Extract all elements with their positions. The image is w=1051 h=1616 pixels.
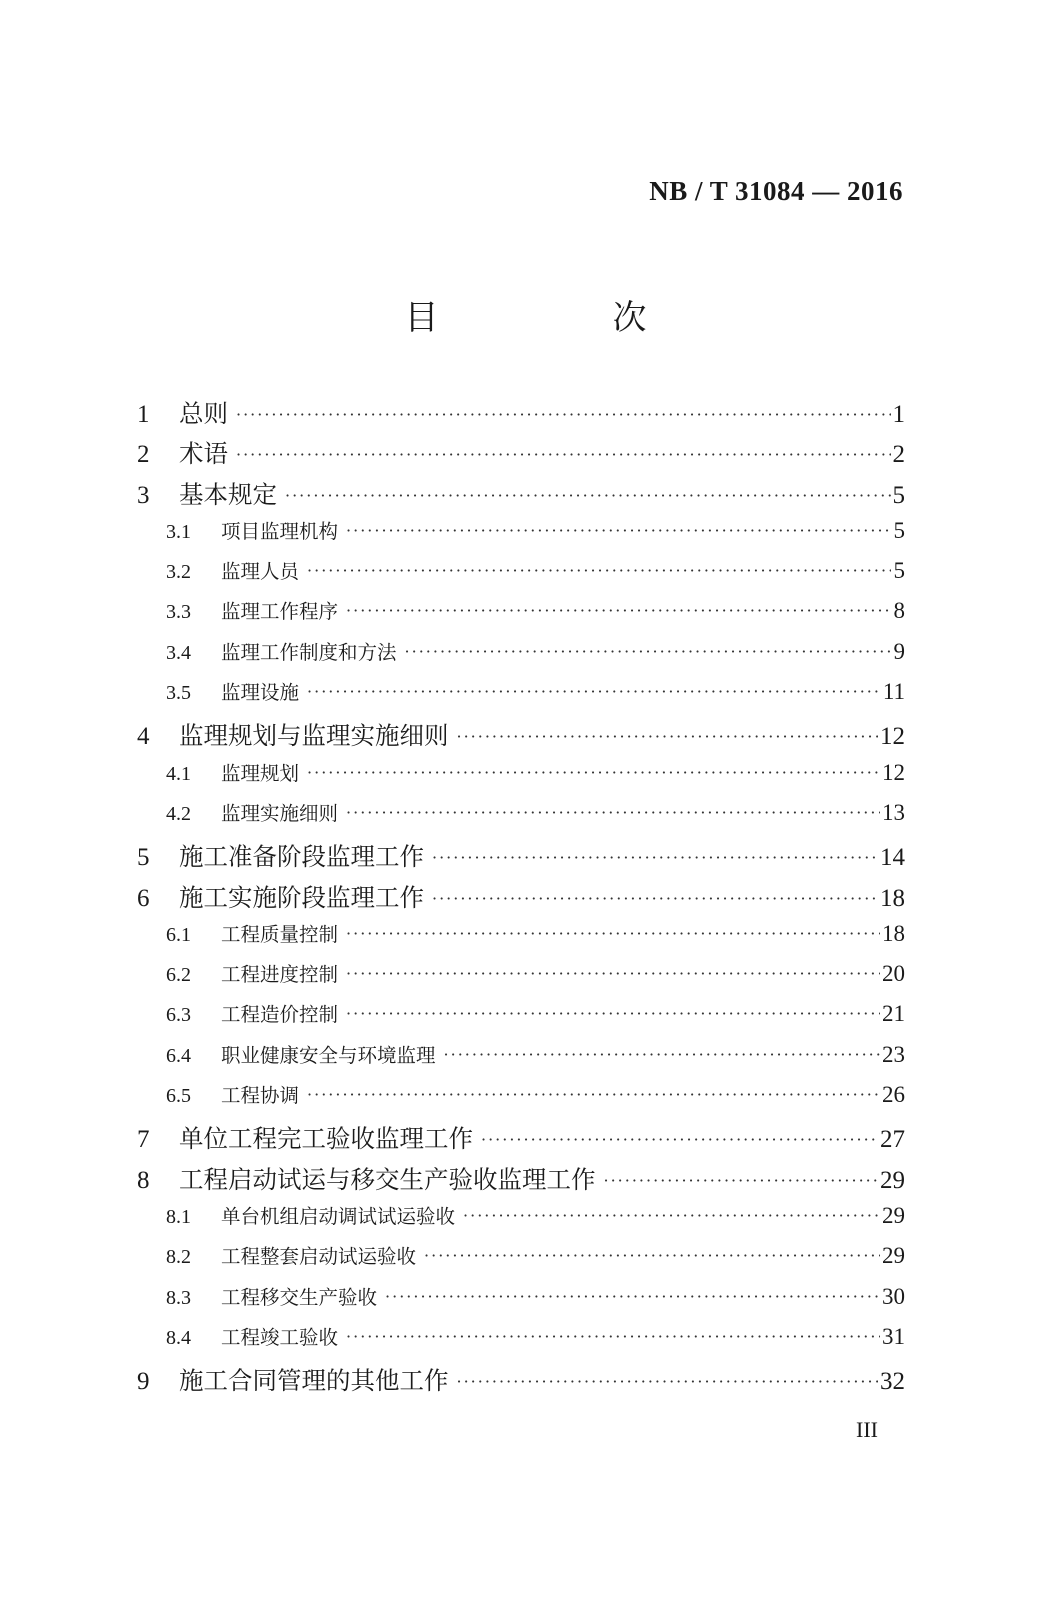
- dot-leader: [444, 1045, 880, 1064]
- toc-title: 目 次: [404, 298, 717, 338]
- dot-leader: [424, 1246, 880, 1265]
- toc-entry-number: 6: [137, 884, 150, 912]
- toc-entry: [137, 1161, 905, 1201]
- toc-entry-label: 总则: [179, 399, 228, 428]
- toc-entry-label: 工程造价控制: [221, 1003, 339, 1027]
- toc-entry-page: 8: [893, 598, 905, 624]
- toc-entry-page: 27: [880, 1126, 905, 1154]
- dot-leader: [236, 445, 891, 464]
- toc-entry-page: 5: [893, 558, 905, 584]
- toc-entry-label: 施工准备阶段监理工作: [179, 842, 424, 872]
- dot-leader: [405, 642, 891, 661]
- toc-entry-number: 4.1: [166, 762, 191, 785]
- toc-entry-label: 工程移交生产验收: [221, 1285, 378, 1309]
- toc-entry: [137, 1120, 905, 1160]
- toc-entry: [137, 798, 905, 838]
- toc-entry: [137, 1282, 905, 1322]
- toc-entry-number: 6.1: [166, 923, 191, 946]
- toc-entry: [137, 919, 905, 959]
- toc-entry-label: 监理规划与监理实施细则: [179, 721, 449, 751]
- toc-entry-number: 8.4: [166, 1326, 191, 1349]
- dot-leader: [285, 486, 891, 505]
- dot-leader: [346, 601, 891, 620]
- toc-entry: [137, 435, 905, 475]
- toc-entry-label: 施工合同管理的其他工作: [179, 1366, 449, 1396]
- toc-entry: [137, 999, 905, 1039]
- dot-leader: [604, 1171, 879, 1190]
- toc-entry-page: 21: [882, 1001, 905, 1027]
- toc-entry-label: 基本规定: [179, 479, 277, 509]
- toc-entry-label: 监理工作制度和方法: [221, 640, 397, 664]
- toc-entry-page: 29: [882, 1202, 905, 1228]
- toc-entry-number: 3.5: [166, 682, 191, 705]
- toc-entry: [137, 1040, 905, 1080]
- toc-entry-number: 6.5: [166, 1085, 191, 1108]
- toc-entry-page: 30: [882, 1283, 905, 1309]
- table-of-contents: [137, 395, 905, 1402]
- toc-entry-page: 5: [893, 517, 905, 543]
- toc-entry-page: 1: [892, 401, 905, 428]
- toc-entry-number: 1: [137, 401, 150, 428]
- toc-entry-page: 31: [882, 1323, 905, 1349]
- toc-entry-number: 4: [137, 723, 150, 751]
- dot-leader: [346, 1004, 880, 1023]
- toc-entry-number: 3.4: [166, 641, 191, 664]
- dot-leader: [236, 405, 891, 424]
- toc-entry-label: 项目监理机构: [221, 519, 339, 543]
- toc-entry: [137, 596, 905, 636]
- toc-entry-number: 6.3: [166, 1004, 191, 1027]
- toc-entry: [137, 395, 905, 435]
- dot-leader: [481, 1130, 878, 1149]
- dot-leader: [463, 1206, 880, 1225]
- toc-entry-page: 14: [880, 844, 905, 872]
- toc-entry-page: 12: [880, 723, 905, 751]
- toc-entry: [137, 637, 905, 677]
- toc-entry-label: 工程启动试运与移交生产验收监理工作: [179, 1164, 596, 1194]
- toc-entry-label: 工程竣工验收: [221, 1325, 339, 1349]
- toc-entry-label: 监理工作程序: [221, 600, 339, 624]
- toc-entry: [137, 476, 905, 516]
- toc-entry-label: 监理人员: [221, 560, 300, 584]
- standard-code: NB / T 31084 — 2016: [649, 176, 903, 206]
- toc-entry-number: 3.1: [166, 520, 191, 543]
- toc-entry-page: 20: [882, 961, 905, 987]
- toc-entry-page: 5: [892, 481, 905, 509]
- toc-entry-page: 18: [880, 884, 905, 912]
- dot-leader: [307, 763, 880, 782]
- page-folio: III: [856, 1417, 878, 1442]
- dot-leader: [346, 964, 880, 983]
- dot-leader: [346, 521, 891, 540]
- toc-entry: [137, 677, 905, 717]
- toc-entry: [137, 959, 905, 999]
- toc-entry-number: 3.2: [166, 561, 191, 584]
- toc-entry: [137, 1362, 905, 1402]
- toc-entry-number: 3: [137, 481, 150, 509]
- toc-entry-page: 12: [882, 759, 905, 785]
- toc-entry-page: 11: [882, 679, 905, 705]
- toc-entry-label: 职业健康安全与环境监理: [221, 1043, 436, 1067]
- dot-leader: [346, 924, 880, 943]
- toc-entry-number: 8.1: [166, 1205, 191, 1228]
- toc-entry: [137, 838, 905, 878]
- toc-entry-page: 32: [880, 1368, 905, 1396]
- dot-leader: [385, 1287, 880, 1306]
- toc-entry-label: 单台机组启动调试试运验收: [221, 1204, 456, 1228]
- toc-entry-number: 3.3: [166, 601, 191, 624]
- toc-entry-number: 6.4: [166, 1044, 191, 1067]
- toc-entry-number: 9: [137, 1368, 150, 1396]
- dot-leader: [346, 803, 880, 822]
- dot-leader: [307, 682, 881, 701]
- toc-entry-label: 工程进度控制: [221, 963, 339, 987]
- toc-entry: [137, 879, 905, 919]
- toc-entry-label: 工程协调: [221, 1084, 300, 1108]
- toc-entry-label: 监理规划: [221, 761, 300, 785]
- toc-entry-label: 监理设施: [221, 681, 300, 705]
- toc-entry-number: 2: [137, 441, 150, 469]
- dot-leader: [307, 1085, 880, 1104]
- toc-entry: [137, 1201, 905, 1241]
- toc-entry-number: 7: [137, 1126, 150, 1154]
- toc-entry-page: 2: [892, 441, 905, 469]
- toc-entry-number: 5: [137, 844, 150, 872]
- toc-entry-page: 29: [880, 1166, 905, 1194]
- toc-entry-page: 23: [882, 1041, 905, 1067]
- toc-entry-number: 8.3: [166, 1286, 191, 1309]
- toc-entry: [137, 1241, 905, 1281]
- dot-leader: [457, 727, 879, 746]
- toc-entry-label: 工程质量控制: [221, 922, 339, 946]
- toc-entry-page: 9: [893, 638, 905, 664]
- toc-entry-page: 18: [882, 920, 905, 946]
- toc-entry-page: 13: [882, 799, 905, 825]
- toc-entry-number: 8.2: [166, 1246, 191, 1269]
- dot-leader: [346, 1327, 880, 1346]
- toc-entry-number: 6.2: [166, 964, 191, 987]
- toc-entry: [137, 556, 905, 596]
- toc-entry: [137, 1080, 905, 1120]
- toc-entry-label: 施工实施阶段监理工作: [179, 882, 424, 912]
- toc-entry: [137, 1322, 905, 1362]
- toc-entry-label: 工程整套启动试运验收: [221, 1245, 417, 1269]
- toc-entry-number: 8: [137, 1166, 150, 1194]
- dot-leader: [457, 1372, 879, 1391]
- dot-leader: [307, 561, 891, 580]
- dot-leader: [432, 848, 878, 867]
- toc-entry-label: 监理实施细则: [221, 801, 339, 825]
- toc-entry: [137, 717, 905, 757]
- toc-entry-label: 术语: [179, 439, 228, 469]
- toc-entry-page: 29: [882, 1243, 905, 1269]
- dot-leader: [432, 889, 878, 908]
- toc-entry-number: 4.2: [166, 802, 191, 825]
- toc-entry-page: 26: [882, 1082, 905, 1108]
- toc-entry: [137, 516, 905, 556]
- toc-entry: [137, 758, 905, 798]
- toc-entry-label: 单位工程完工验收监理工作: [179, 1124, 473, 1154]
